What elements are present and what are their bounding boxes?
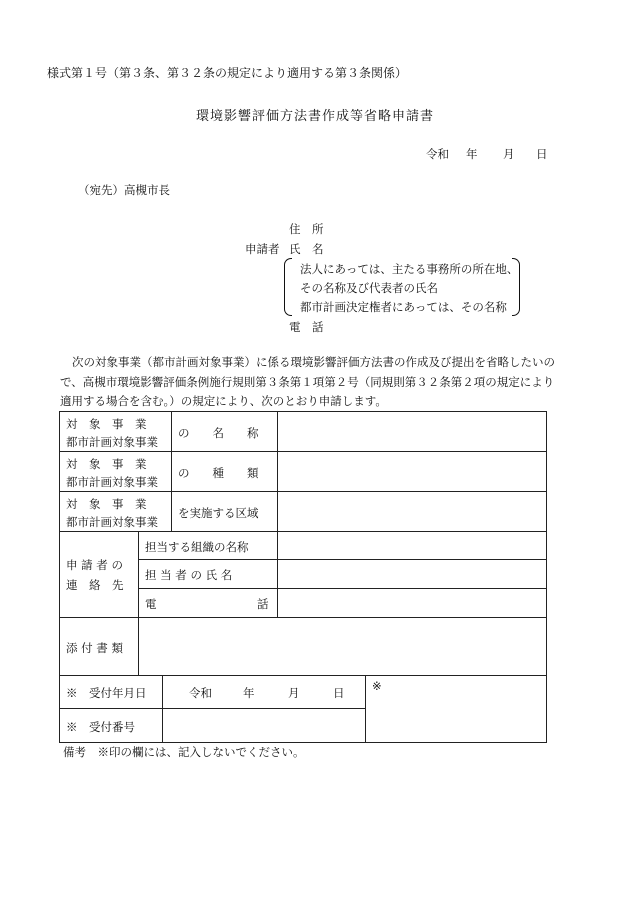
form-number: 様式第１号（第３条、第３２条の規定により適用する第３条関係） xyxy=(47,66,408,80)
project-label-cell xyxy=(59,491,172,532)
phone-label: 電 話 xyxy=(289,320,324,334)
left-bracket xyxy=(284,258,292,316)
contact-phone-label xyxy=(138,588,278,618)
contact-org-label xyxy=(138,531,278,560)
receipt-era: 令和 xyxy=(189,686,212,700)
contact-label: 連 絡 先 xyxy=(66,578,124,592)
attachments-label: 添 付 書 類 xyxy=(66,641,123,655)
receipt-year: 年 xyxy=(243,686,255,700)
urban-project-label: 都市計画対象事業 xyxy=(66,515,158,529)
remark-note: 備考 ※印の欄には、記入しないでください。 xyxy=(63,745,305,759)
attachments-label-cell xyxy=(59,617,139,676)
contact-person-label xyxy=(138,559,278,589)
project-label-cell xyxy=(59,451,172,492)
receipt-date-label-cell xyxy=(59,675,163,709)
field-label: 電 xyxy=(145,597,157,611)
receipt-date-field xyxy=(162,675,366,709)
contact-label: 申 請 者 の xyxy=(66,558,123,572)
receipt-date-label: ※ 受付年月日 xyxy=(66,686,147,700)
bracket-line: その名称及び代表者の氏名 xyxy=(300,281,438,295)
application-date xyxy=(426,146,546,162)
field-label: 担 当 者 の 氏 名 xyxy=(145,568,233,582)
contact-phone-input[interactable] xyxy=(277,588,547,618)
page-title: 環境影響評価方法書作成等省略申請書 xyxy=(195,109,434,124)
date-year: 年 xyxy=(466,147,478,161)
project-name-input[interactable] xyxy=(277,411,547,452)
field-label: 担当する組織の名称 xyxy=(145,540,249,554)
office-use-cell xyxy=(365,675,547,743)
field-label: を実施する区域 xyxy=(178,506,259,520)
contact-person-input[interactable] xyxy=(277,559,547,589)
project-name-field-label xyxy=(171,411,278,452)
contact-org-input[interactable] xyxy=(277,531,547,560)
field-label: の 名 称 xyxy=(178,426,259,440)
date-day: 日 xyxy=(536,147,548,161)
office-mark: ※ xyxy=(372,679,382,693)
contact-label-cell xyxy=(59,531,139,618)
bracket-line: 都市計画決定権者にあっては、その名称 xyxy=(300,300,507,314)
receipt-day: 日 xyxy=(333,686,345,700)
applicant-label: 申請者 xyxy=(245,242,280,256)
attachments-input[interactable] xyxy=(138,617,547,676)
project-type-input[interactable] xyxy=(277,451,547,492)
statement-line: で、高槻市環境影響評価条例施行規則第３条第１項第２号（同規則第３２条第２項の規定により xyxy=(60,374,555,389)
project-label-cell xyxy=(59,411,172,452)
applicant-note-bracket xyxy=(284,258,520,316)
bracket-line: 法人にあっては、主たる事務所の所在地、 xyxy=(300,262,519,276)
addressee: （宛先）高槻市長 xyxy=(78,183,170,197)
name-label: 氏 名 xyxy=(289,242,324,256)
urban-project-label: 都市計画対象事業 xyxy=(66,475,158,489)
field-label: 話 xyxy=(257,597,269,611)
receipt-number-label-cell xyxy=(59,708,163,743)
date-month: 月 xyxy=(503,147,515,161)
statement-line: 適用する場合を含む。）の規定により、次のとおり申請します。 xyxy=(60,394,387,408)
statement-line: 次の対象事業（都市計画対象事業）に係る環境影響評価方法書の作成及び提出を省略したいの xyxy=(72,355,555,369)
project-label: 対 象 事 業 xyxy=(66,497,147,511)
receipt-month: 月 xyxy=(288,686,300,700)
date-era: 令和 xyxy=(426,147,449,161)
project-label: 対 象 事 業 xyxy=(66,457,147,471)
project-area-field-label xyxy=(171,491,278,532)
project-area-input[interactable] xyxy=(277,491,547,532)
field-label: の 種 類 xyxy=(178,466,259,480)
project-type-field-label xyxy=(171,451,278,492)
application-statement xyxy=(60,353,555,412)
address-label: 住 所 xyxy=(289,222,324,236)
receipt-number-label: ※ 受付番号 xyxy=(66,720,135,734)
project-label: 対 象 事 業 xyxy=(66,417,147,431)
urban-project-label: 都市計画対象事業 xyxy=(66,435,158,449)
receipt-number-field xyxy=(162,708,366,743)
